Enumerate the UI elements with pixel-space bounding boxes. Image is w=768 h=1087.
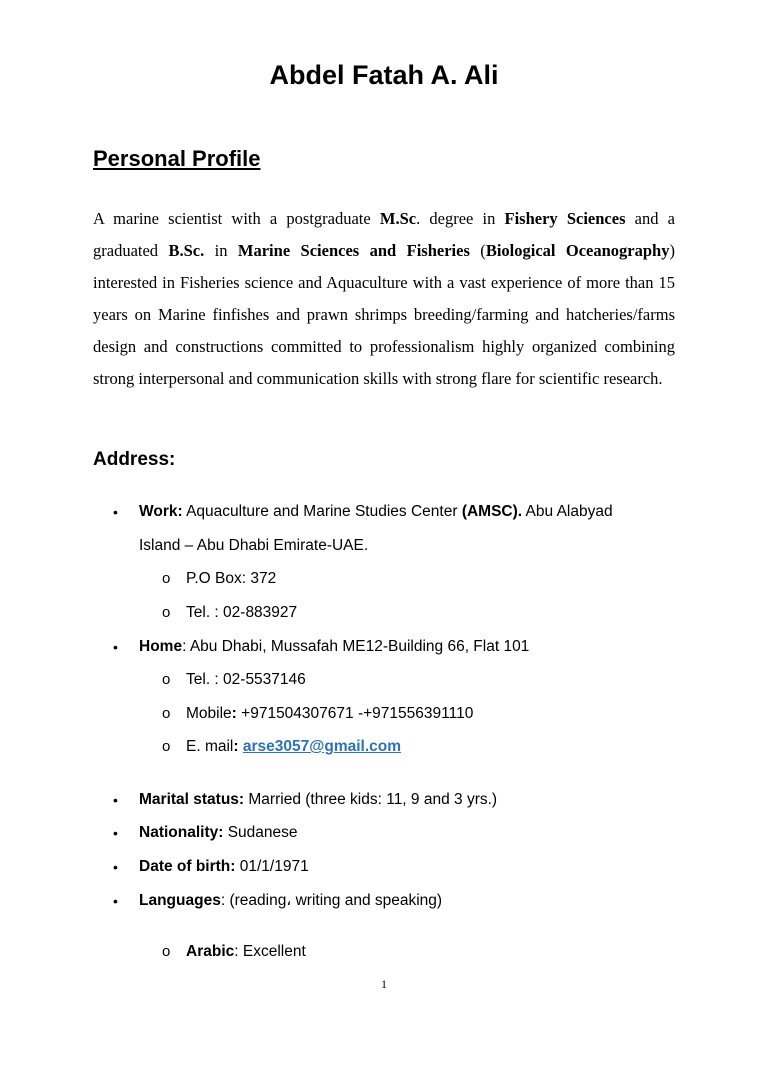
language-arabic: Arabic: Excellent [186, 943, 306, 960]
work-tel: Tel. : 02-883927 [186, 604, 298, 621]
bullet-icon: • [113, 504, 118, 520]
sub-bullet-icon: o [162, 943, 171, 960]
sub-bullet-icon: o [162, 570, 171, 587]
bullet-icon: • [113, 825, 118, 841]
page-number: 1 [381, 977, 387, 991]
home-mobile: Mobile: +971504307671 -+971556391110 [186, 705, 474, 722]
work-address-line: Work: Aquaculture and Marine Studies Center (AMSC). Abu Alabyad [139, 503, 613, 520]
marital-status: Marital status: Married (three kids: 11, 9 and 3 yrs.) [139, 791, 498, 808]
sub-bullet-icon: o [162, 671, 171, 688]
home-address-line: Home: Abu Dhabi, Mussafah ME12-Building 66, Flat 101 [139, 638, 530, 655]
home-tel: Tel. : 02-5537146 [186, 671, 306, 688]
bullet-icon: • [113, 639, 118, 655]
home-email: E. mail: arse3057@gmail.com [186, 738, 402, 755]
work-address-line-2: Island – Abu Dhabi Emirate-UAE. [139, 537, 369, 554]
bullet-icon: • [113, 893, 118, 909]
sub-bullet-icon: o [162, 705, 171, 722]
date-of-birth: Date of birth: 01/1/1971 [139, 858, 309, 875]
languages: Languages: (reading، writing and speaking) [139, 892, 443, 909]
email-link[interactable]: arse3057@gmail.com [242, 738, 402, 755]
profile-paragraph: A marine scientist with a postgraduate M.Sc. degree in Fishery Sciences and a graduated B.Sc. in Marine Sciences and Fisheries (Biological Oceanography) interested in Fisheries science and Aquaculture with a vast experience of more than 15 years on Marine finfishes and prawn shrimps breeding/farming and hatcheries/farms design and constructions committed to professionalism highly organized combining strong interpersonal and communication skills with strong flare for scientific research. [93, 209, 675, 388]
bullet-icon: • [113, 859, 118, 875]
personal-profile-heading: Personal Profile [93, 146, 261, 171]
sub-bullet-icon: o [162, 738, 171, 755]
nationality: Nationality: Sudanese [139, 824, 298, 841]
resume-name: Abdel Fatah A. Ali [269, 60, 499, 90]
address-heading: Address: [93, 449, 176, 470]
sub-bullet-icon: o [162, 604, 171, 621]
work-po-box: P.O Box: 372 [186, 570, 277, 587]
bullet-icon: • [113, 792, 118, 808]
